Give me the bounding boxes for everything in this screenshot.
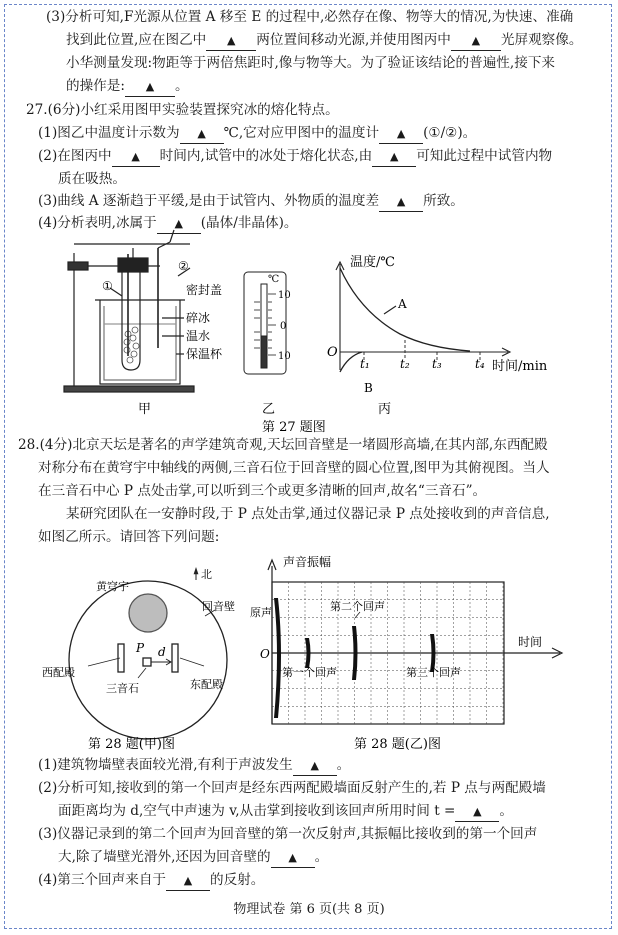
q27-part1: (1)图乙中温度计示数为 ▲ ℃,它对应甲图中的温度计 ▲ (①/②)。 <box>38 124 606 144</box>
label-echo-2: 第二个回声 <box>330 600 385 613</box>
q27-figure <box>0 228 618 438</box>
apparatus-diagram <box>64 230 194 392</box>
north-label: 北 <box>201 568 212 581</box>
q28-line2: 对称分布在黄穹宇中轴线的两侧,三音石位于回音壁的圆心位置,图甲为其俯视图。当人 <box>38 460 550 476</box>
caption-28-yi: 第 28 题(乙)图 <box>354 737 441 752</box>
q28-part3-line2: 大,除了墙壁光滑外,还因为回音壁的 ▲ 。 <box>58 848 618 868</box>
label-cup: 保温杯 <box>186 347 223 361</box>
q27-part2-line2: 质在吸热。 <box>58 171 126 187</box>
page-footer: 物理试卷 第 6 页(共 8 页) <box>233 902 385 917</box>
label-west-hall: 西配殿 <box>42 666 75 679</box>
thermometer-unit: ℃ <box>268 274 280 285</box>
label-original-sound: 原声 <box>250 606 272 619</box>
tick-t3: t₃ <box>432 357 442 371</box>
q28-heading: 28.(4分)北京天坛是著名的声学建筑奇观,天坛回音壁是一堵圆形高墙,在其内部,东西配殿 <box>18 437 548 453</box>
q27-heading: 27.(6分)小红采用图甲实验装置探究冰的熔化特点。 <box>26 102 339 118</box>
tick-t2: t₂ <box>400 357 410 371</box>
graph-y-label: 温度/℃ <box>350 255 395 270</box>
label-three-tone-stone: 三音石 <box>106 682 139 695</box>
label-echo-3: 第三个回声 <box>406 666 461 679</box>
temperature-graph <box>336 262 510 372</box>
label-water: 温水 <box>186 329 211 343</box>
label-distance-d: d <box>158 645 166 659</box>
echo-wall-diagram <box>69 568 227 739</box>
q28-line3: 在三音石中心 P 点处击掌,可以听到三个或更多清晰的回声,故名“三音石”。 <box>38 483 487 499</box>
q28-part3-line1: (3)仪器记录到的第二个回声为回音壁的第一次反射声,其振幅比接收到的第一个回声 <box>38 826 538 842</box>
q28-figures <box>0 548 618 753</box>
label-east-hall: 东配殿 <box>190 678 223 691</box>
q28-line5: 如图乙所示。请回答下列问题: <box>38 529 220 545</box>
label-ice: 碎冰 <box>186 311 211 325</box>
caption-28-jia: 第 28 题(甲)图 <box>88 737 175 752</box>
q28-part1: (1)建筑物墙壁表面较光滑,有利于声波发生 ▲ 。 <box>38 756 606 776</box>
label-thermometer-1: ① <box>102 279 113 293</box>
q28-part2-line1: (2)分析可知,接收到的第一个回声是经东西两配殿墙面反射产生的,若 P 点与两配殿墙 <box>38 780 546 796</box>
caption-yi: 乙 <box>262 402 276 417</box>
thermometer-tick-0: 0 <box>280 321 287 332</box>
q28-line4: 某研究团队在一安静时段,于 P 点处击掌,通过仪器记录 P 点处接收到的声音信息, <box>66 506 550 522</box>
q27-part2-line1: (2)在图丙中 ▲ 时间内,试管中的冰处于熔化状态,由 ▲ 可知此过程中试管内物 <box>38 147 606 167</box>
curve-a-label: A <box>398 297 407 311</box>
label-echo-1: 第一个回声 <box>282 666 337 679</box>
thermometer-tick-10-bottom: 10 <box>278 351 291 362</box>
waveform-x-label: 时间 <box>518 635 543 649</box>
figure-27-title: 第 27 题图 <box>262 420 326 435</box>
caption-jia: 甲 <box>138 402 152 417</box>
graph-origin: O <box>327 345 338 360</box>
q27-part4: (4)分析表明,冰属于 ▲ (晶体/非晶体)。 <box>38 214 606 234</box>
q26-part3-line4: 的操作是: ▲ 。 <box>66 77 618 97</box>
label-thermometer-2: ② <box>178 259 189 273</box>
waveform-origin: O <box>260 647 270 661</box>
q27-part3: (3)曲线 A 逐渐趋于平缓,是由于试管内、外物质的温度差 ▲ 所致。 <box>38 192 606 212</box>
q26-part3-line3: 小华测量发现:物距等于两倍焦距时,像与物等大。为了验证该结论的普遍性,接下来 <box>66 55 556 71</box>
q28-part2-line2: 面距离均为 d,空气中声速为 v,从击掌到接收到该回声所用时间 t = ▲ 。 <box>58 802 618 822</box>
q26-part3-line2: 找到此位置,应在图乙中 ▲ 两位置间移动光源,并使用图丙中 ▲ 光屏观察像。 <box>66 31 618 51</box>
curve-b-label: B <box>364 381 373 395</box>
tick-t4: t₄ <box>475 357 485 371</box>
label-yellow-dome: 黄穹宇 <box>96 580 129 593</box>
waveform-y-label: 声音振幅 <box>283 555 332 569</box>
q28-part4: (4)第三个回声来自于 ▲ 的反射。 <box>38 871 606 891</box>
label-lid: 密封盖 <box>186 283 223 297</box>
graph-x-label: 时间/min <box>492 359 548 374</box>
caption-bing: 丙 <box>378 402 392 417</box>
tick-t1: t₁ <box>360 357 370 371</box>
label-echo-wall: 回音壁 <box>202 600 235 613</box>
thermometer-tick-10-top: 10 <box>278 290 291 301</box>
q26-part3-line1: (3)分析可知,F光源从位置 A 移至 E 的过程中,必然存在像、物等大的情况,为快速、准确 <box>46 9 574 25</box>
label-point-p: P <box>136 641 145 655</box>
